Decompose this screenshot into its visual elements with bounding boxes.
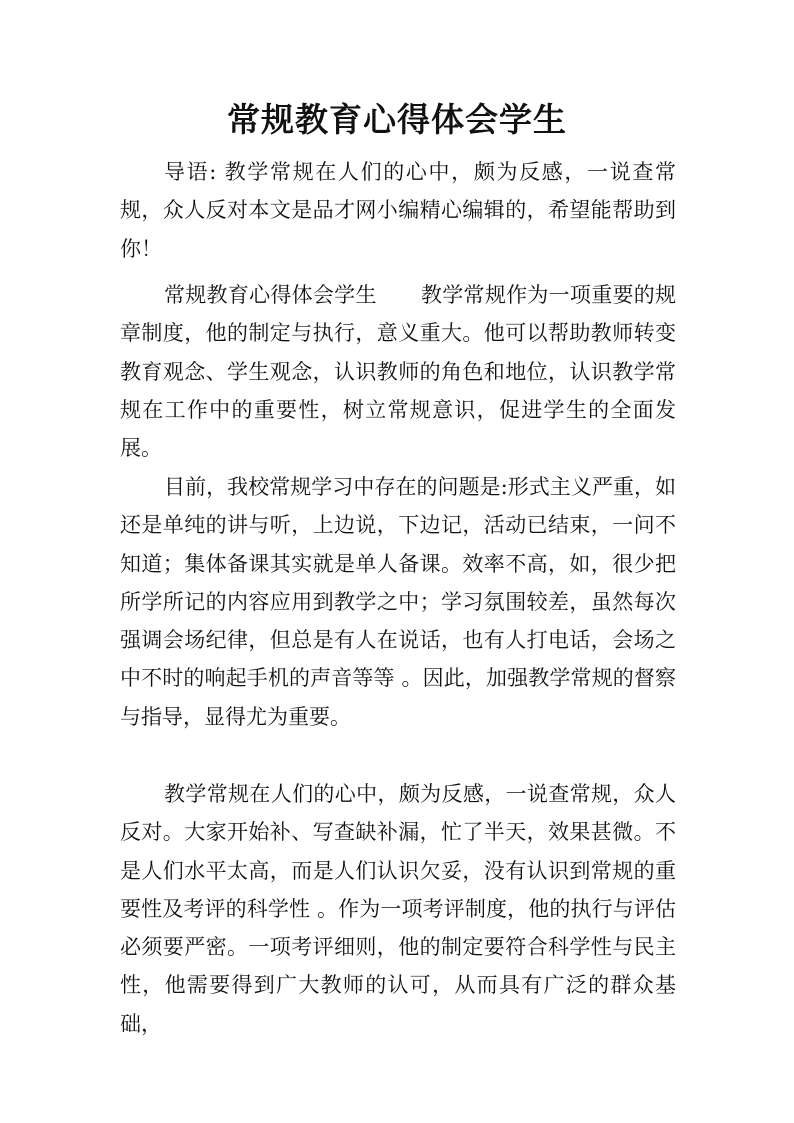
paragraph-1 — [120, 276, 676, 467]
paragraph-2: 目前，我校常规学习中存在的问题是:形式主义严重，如还是单纯的讲与听，上边说，下边记，活动已结束，一问不知道；集体备课其实就是单人备课。效率不高，如，很少把所学所记的内容应用到教学之中；学习氛围较差，虽然每次强调会场纪律，但总是有人在说话，也有人打电话，会场之中不时的响起手机的声音等等 。因此，加强教学常规的督察与指导，显得尤为重要。 — [120, 475, 676, 729]
intro-paragraph: 导语: 教学常规在人们的心中，颇为反感，一说查常规，众人反对本文是品才网小编精心编辑的，希望能帮助到你！ — [120, 160, 676, 261]
page-title: 常规教育心得体会学生 — [227, 100, 567, 139]
paragraph-1-heading: 常规教育心得体会学生 — [164, 283, 377, 307]
paragraph-3: 教学常规在人们的心中，颇为反感，一说查常规，众人反对。大家开始补、写查缺补漏，忙了半天，效果甚微。不是人们水平太高，而是人们认识欠妥，没有认识到常规的重要性及考评的科学性 。作为一项考评制度，他的执行与评估必须要严密。一项考评细则，他的制定要符合科学性与民主性，他需要得到广大教师的认可，从而具有广泛的群众基础， — [120, 782, 676, 1036]
paragraph-1-text: 教学常规作为一项重要的规章制度，他的制定与执行，意义重大。他可以帮助教师转变教育观念、学生观念，认识教师的角色和地位，认识教学常规在工作中的重要性，树立常规意识，促进学生的全面发展。 — [120, 283, 677, 461]
